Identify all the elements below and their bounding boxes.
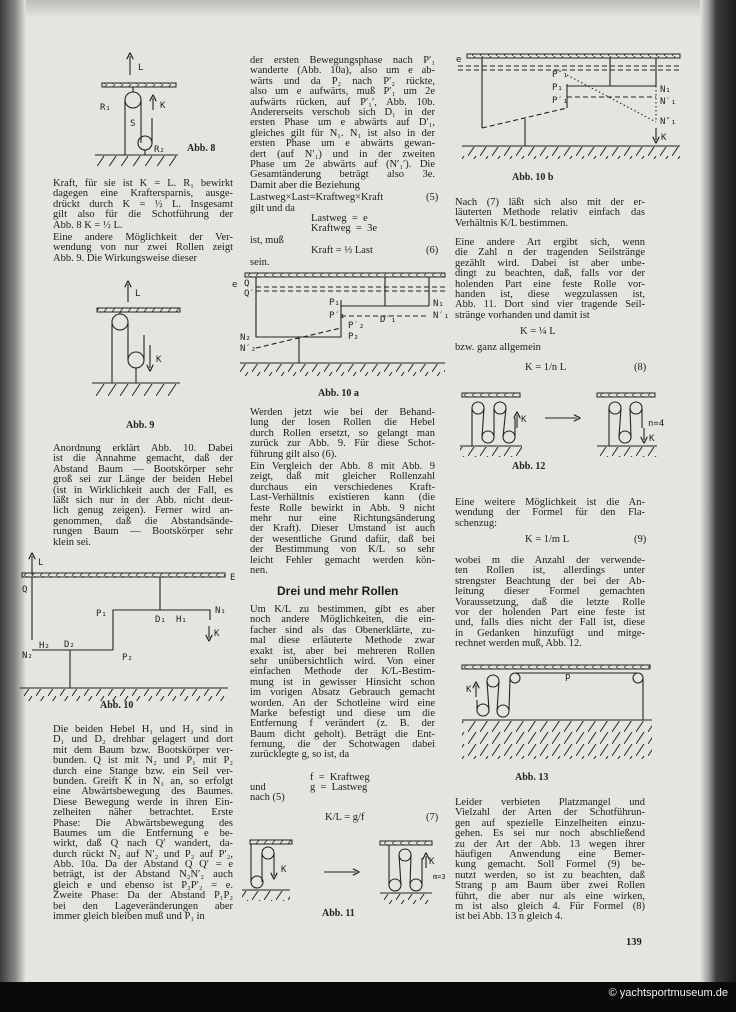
text-line: rungen Baum — Bootskörper sehr: [53, 526, 233, 538]
text-line: bunden. Q ist mit N₂ und P₁ mit P₂: [53, 755, 233, 767]
label-L: L: [38, 558, 44, 568]
figure-abb-11: [242, 840, 446, 919]
text-line: beträgt, ist der Abstand N₂N′₂ auch: [53, 869, 233, 881]
label-P2: P₂: [348, 332, 359, 342]
text-line: der Kraft). Dieser Umstand ist auch: [250, 523, 435, 535]
figure-abb-9: [92, 284, 180, 431]
text-line: worden. An der Schotleine wird eine: [250, 697, 435, 709]
text-line: gen auf spezielle Einzelheiten einzu-: [455, 817, 645, 829]
equation-number: (7): [426, 812, 439, 823]
text-line: Baum dicht geholt). Beträgt die Ent-: [250, 728, 435, 740]
label-N1-prime: N′₁: [433, 311, 450, 321]
text-line: Marke befestigt und diese um die: [250, 707, 435, 719]
label-H2: H₂: [39, 641, 50, 651]
label-P1-double-prime: P″₁: [552, 70, 569, 80]
label-P1: P₁: [552, 83, 563, 93]
text-line: Die beiden Hebel H₁ und H₂ sind in: [53, 724, 233, 735]
text-line: zeigt, daß mit gleicher Rollenzahl: [250, 471, 435, 483]
text-line: wirkt, daß Q nach Q′ wandert, da-: [53, 838, 233, 850]
text-line: zu der Art der Abb. 13 wegen ihrer: [455, 838, 645, 850]
text-line: gehen. Es sei nur noch abschließend: [455, 828, 645, 840]
text-line: Eine andere Art ergibt sich, wenn: [455, 237, 645, 248]
text-line: exakt ist, aber bei mehreren Rollen: [250, 645, 435, 657]
label-m: m=3: [433, 873, 446, 881]
section-heading: Drei und mehr Rollen: [277, 584, 399, 598]
text-line: führt, die aber nur als eine wirken,: [455, 890, 645, 902]
text-line: ersten Phase um e abwärts auf D′₁,: [250, 117, 435, 129]
text-line: drückt durch K = ½ L. Insgesamt: [53, 198, 233, 210]
figure-abb-12: [460, 393, 664, 472]
text-line: durch rückt N₂ auf N′₂ und P₂ auf P′₂,: [53, 848, 233, 860]
text-line: schenzug:: [455, 517, 497, 529]
text-line: sehr unübersichtlich wird. Von einer: [250, 655, 435, 667]
text-line: Leider verbieten Platzmangel und: [455, 797, 645, 808]
text-line: rechnet werden muß, Abb. 12.: [455, 638, 582, 650]
text-line: Ein Vergleich der Abb. 8 mit Abb. 9: [250, 461, 435, 472]
text-line: Nach (7) läßt sich also mit der er-: [455, 197, 645, 208]
label-Q: Q: [22, 585, 28, 595]
text-line: in Gedanken hinzufügt und mitge-: [455, 627, 645, 639]
equation-f: f = Kraftweg: [310, 772, 370, 783]
text-line: Damit aber die Beziehung: [250, 179, 360, 191]
text-line: läßt sich nur in der Abb. nicht deut-: [53, 494, 233, 506]
label-K: K: [160, 101, 166, 111]
text-line: Phase um 2e abwärts auf (N′₁′). Die: [250, 158, 435, 170]
label-P1-prime: P′₁: [552, 96, 569, 106]
text-line: nen.: [250, 564, 268, 576]
text-line: Andererseits verschob sich D₁ in der: [250, 106, 435, 118]
text-line: mung ist in gewisser Hinsicht schon: [250, 676, 435, 688]
text-line: eine Abwärtsbewegung des Baumes.: [53, 786, 233, 798]
copyright-watermark[interactable]: © yachtsportmuseum.de: [608, 987, 728, 999]
text-line: der ersten Bewegungsphase nach P′₁: [250, 55, 435, 66]
label-R1: R₁: [100, 103, 111, 113]
text-line: wobei m die Anzahl der verwende-: [455, 555, 645, 566]
label-K: K: [214, 629, 220, 639]
text-line: handen ist, diese wegzulassen ist,: [455, 288, 645, 300]
text-line: ist bei Abb. 13 n gleich 4.: [455, 911, 563, 923]
text-line: leitung dieser Formel gemachten: [455, 586, 645, 598]
text-line: klein sei.: [53, 536, 91, 548]
text-line: dingt zu beachten, daß, falls vor der: [455, 268, 645, 280]
text-line: Baumes um die Entfernung e be-: [53, 827, 233, 839]
text-line: wärts und da P₂ nach P′₂ rückte,: [250, 75, 435, 87]
text-line: und, falls dies nicht der Fall ist, diese: [455, 617, 645, 629]
equation-8: K = 1/n L: [525, 362, 567, 373]
text-line: durch Rollen ersetzt, so gelangt man: [250, 427, 435, 439]
text-line: nutzt werden, so ist zu beachten, daß: [455, 869, 645, 881]
text-line: dagegen eine Kraftersparnis, ausge-: [53, 188, 233, 200]
label-Q: Q: [244, 279, 250, 289]
text-line: zelheiten näher betrachtet. Erste: [53, 807, 233, 819]
text-line: feste Rolle bewirkt in Abb. 9 nicht: [250, 502, 435, 514]
text-line: Zweite Phase: Da der Abstand P₁P₂: [53, 890, 233, 902]
label-K: K: [466, 685, 472, 695]
text-line: Abb. 11. Dort sind vier tragende Seil-: [455, 299, 645, 311]
page-number: 139: [626, 937, 642, 948]
label-N2-prime: N′₂: [240, 344, 257, 354]
text-line: mit dem Baum bzw. Bootskörper ver-: [53, 744, 233, 756]
text-line: Entfernung f verändert (z. B. der: [250, 718, 435, 730]
equation-7: K/L = g/f: [325, 812, 365, 823]
text-line: vor der holenden Part eine feste ist: [455, 606, 645, 618]
text-line: Kraft, für sie ist K = L. R₁ bewirkt: [53, 178, 233, 189]
figure-abb-10: [20, 556, 235, 711]
text-line: läuterten Methode relativ einfach das: [455, 207, 645, 219]
text-line: Diese Bewegung werde in ihren Ein-: [53, 796, 233, 808]
figure-abb-13: [462, 665, 652, 783]
text-line: Abstand Baum — Bootskörper sehr: [53, 463, 233, 475]
label-N2: N₂: [240, 333, 251, 343]
label-K: K: [649, 434, 655, 444]
text-line: gleiches gilt für N₁. N₁ ist also in der: [250, 127, 435, 139]
equation-g: g = Lastweg: [310, 782, 368, 793]
figure-caption: Abb. 10 b: [512, 172, 554, 183]
text: und: [250, 782, 266, 793]
label-K: K: [429, 857, 435, 867]
label-N1-prime: N′₁: [660, 97, 677, 107]
text: nach (5): [250, 792, 285, 803]
figure-caption: Abb. 11: [322, 908, 355, 919]
label-D1-prime: D′₁: [380, 315, 397, 325]
text-line: genommen, daß die Abstandsände-: [53, 515, 233, 527]
text-line: aufwärts rücken, auf P′₁′, Abb. 10b.: [250, 96, 435, 108]
text-line: Last-Verhältnis existieren kann (die: [250, 492, 435, 504]
text: sein.: [250, 257, 270, 268]
text-line: durchaus ein verschiedenes Kraft-: [250, 481, 435, 493]
text-line: zurücklegte g, so ist, da: [250, 749, 350, 761]
label-Q-prime: Q′: [244, 289, 255, 299]
text-line: Abb. 9. Die Wirkungsweise dieser: [53, 252, 198, 264]
footer-bar: [0, 982, 736, 1012]
equation-6: Kraft = ⅓ Last: [311, 245, 373, 256]
figure-caption: Abb. 10 a: [318, 388, 359, 399]
text-line: mehr nur eine Richtungsänderung: [250, 512, 435, 524]
label-P2-prime: P′₂: [348, 321, 365, 331]
label-N1-double-prime: N″₁: [660, 117, 677, 127]
text-line: Eine andere Möglichkeit der Ver-: [53, 232, 233, 243]
text-line: die Zahl n der tragenden Seilstränge: [455, 247, 645, 259]
text-line: stränge vorhanden und damit ist: [455, 309, 590, 321]
text: ist, muß: [250, 235, 284, 246]
label-n: n=4: [648, 419, 665, 429]
text-line: Voraussetzung, daß die letzte Rolle: [455, 596, 645, 608]
equation-number: (8): [634, 362, 647, 373]
text-line: der Bestimmung von K/L so sehr: [250, 544, 435, 556]
text-line: ist die Annahme gemacht, daß der: [53, 453, 233, 465]
equation-kraftweg: Kraftweg = 3e: [311, 223, 377, 234]
text-line: (ist in Wirklichkeit auch der Fall, es: [53, 484, 233, 496]
text-line: Strang p am Baum über zwei Rollen: [455, 880, 645, 892]
label-P1: P₁: [96, 609, 107, 619]
label-P1-prime: P′₁: [329, 311, 346, 321]
text-line: Eine weitere Möglichkeit ist die An-: [455, 497, 645, 508]
text-line: Um K/L zu bestimmen, gibt es aber: [250, 604, 435, 615]
text-line: holenden Part eine feste Rolle vor-: [455, 278, 645, 290]
text-line: bunden. Greift K in N₁ an, so erfolgt: [53, 775, 233, 787]
text-line: lung der losen Rollen die Hebel: [250, 417, 435, 429]
label-L: L: [135, 289, 141, 299]
text-line: gleich e und ebenso ist P₂P′₂ = e.: [53, 879, 233, 891]
text-line: strengster Beachtung der bei der Ab-: [455, 575, 645, 587]
label-R2: R₂: [154, 145, 165, 155]
text-line: ersten Phase um e abwärts gewan-: [250, 138, 435, 150]
text-line: im vorigen Absatz Gebrauch gemacht: [250, 687, 435, 699]
text-line: Werden jetzt wie bei der Behand-: [250, 407, 435, 418]
text-line: fernung, die der Schotwagen dabei: [250, 739, 435, 751]
label-e: e: [232, 280, 238, 290]
equation-number: (9): [634, 534, 647, 545]
text-line: lich genug zeigen). Ferner wird an-: [53, 505, 233, 517]
text-line: D₁ und D₂ drehbar gelagert und dort: [53, 734, 233, 746]
figure-abb-10a: [232, 273, 449, 399]
text-line: wendung der Formel für den Fla-: [455, 507, 645, 519]
label-N1: N₁: [660, 85, 671, 95]
text-line: immer gleich bleiben muß und P₁ in: [53, 911, 205, 923]
equation-number: (6): [426, 245, 439, 256]
text-line: wanderte (Abb. 10a), also um e ab-: [250, 65, 435, 77]
text-line: einfachen Methode der K/L-Bestim-: [250, 666, 435, 678]
text-line: leicht Fehler gemacht werden kön-: [250, 554, 435, 566]
text-line: Phase: Die Abwärtsbewegung des: [53, 817, 233, 829]
label-N1: N₁: [215, 606, 226, 616]
label-K: K: [521, 415, 527, 425]
text-line: also um e aufwärts, muß P′₁ um 2e: [250, 86, 435, 98]
text: bzw. ganz allgemein: [455, 342, 541, 353]
text-line: m ist also gleich 4. Für Formel (8): [455, 900, 645, 912]
text-line: gilt also für die Schotführung der: [53, 209, 233, 221]
label-N2: N₂: [22, 651, 33, 661]
figure-caption: Abb. 12: [512, 461, 546, 472]
label-H1: H₁: [176, 615, 187, 625]
label-K: K: [281, 865, 287, 875]
text-line: groß sei zur Länge der beiden Hebel: [53, 474, 233, 486]
label-D2: D₂: [64, 640, 75, 650]
book-binding-shadow: [700, 0, 736, 1012]
label-e: e: [456, 55, 462, 65]
figure-caption: Abb. 10: [100, 700, 134, 711]
text-line: dert (auf N′₁) und in der zweiten: [250, 148, 435, 160]
text-line: Verhältnis K/L bestimmen.: [455, 217, 569, 229]
equation-lastweg: Lastweg = e: [311, 213, 368, 224]
label-p: p: [565, 672, 571, 682]
text-line: kung gemacht. Soll Formel (9) be-: [455, 859, 645, 871]
label-K: K: [156, 355, 162, 365]
label-S: S: [130, 119, 136, 129]
equation-quarter: K = ¼ L: [520, 326, 556, 337]
text-line: führung gilt also (6).: [250, 448, 337, 460]
text-line: bei den Lageveränderungen aber: [53, 900, 233, 912]
text-line: Anordnung erklärt Abb. 10. Dabei: [53, 443, 233, 454]
text-line: Abb. 8 K = ½ L.: [53, 219, 123, 231]
text-line: häufigen Anwendung eine Bemer-: [455, 848, 645, 860]
text-line: mal diese erläuterte Methode zwar: [250, 635, 435, 647]
label-N1: N₁: [433, 299, 444, 309]
text-line: gezählt wird. Dabei ist aber unbe-: [455, 257, 645, 269]
label-D1: D₁: [155, 615, 166, 625]
label-K: K: [661, 133, 667, 143]
label-P2: P₂: [122, 653, 133, 663]
figure-caption: Abb. 9: [126, 420, 155, 431]
text: gilt und da: [250, 203, 295, 214]
label-L: L: [138, 63, 144, 73]
label-E: E: [230, 573, 236, 583]
text-line: noch andere Möglichkeiten, die ein-: [250, 614, 435, 626]
figure-abb-10b: [456, 54, 680, 183]
text-line: ten Rollen ist, allerdings unter: [455, 565, 645, 577]
text-line: Abb. 10a. Da der Abstand Q Q′ = e: [53, 859, 233, 871]
text-line: der wesentliche Grund dafür, daß bei: [250, 533, 435, 545]
text-line: zurück zur Abb. 9. Für diese Schot-: [250, 438, 435, 450]
text-line: facher sind als das Obenerklärte, zu-: [250, 624, 435, 636]
label-P1: P₁: [329, 298, 340, 308]
equation-5: Lastweg×Last=Kraftweg×Kraft: [250, 192, 384, 203]
figure-caption: Abb. 13: [515, 772, 549, 783]
figure-caption: Abb. 8: [187, 143, 216, 154]
equation-9: K = 1/m L: [525, 534, 570, 545]
figure-abb-8: [95, 56, 215, 166]
equation-number: (5): [426, 192, 439, 203]
text-line: Gesamtänderung beträgt also 3e.: [250, 169, 435, 181]
text-line: wendung von nur zwei Rollen zeigt: [53, 242, 233, 254]
text-line: Vielzahl der Arten der Schotführun-: [455, 807, 645, 819]
text-line: durch eine Stange bzw. ein Seil ver-: [53, 765, 233, 777]
